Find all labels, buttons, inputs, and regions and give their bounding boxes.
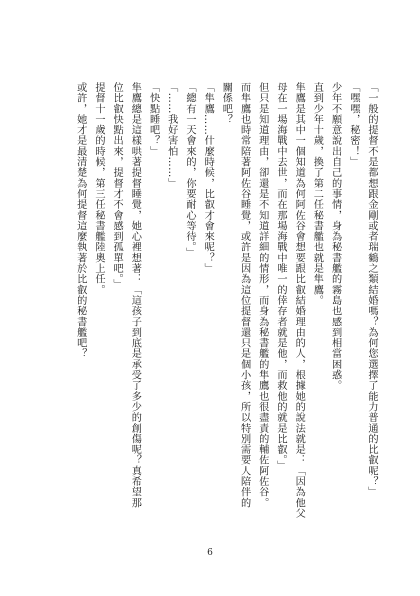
text-line: 關係吧？: [220, 82, 232, 125]
text-line: 「快點睡吧？」: [147, 82, 159, 157]
text-line: 「隼鷹……什麼時候，比叡才會來呢？」: [202, 82, 214, 274]
text-line: 「……我好害怕……」: [165, 82, 177, 189]
text-line: 隼鷹是其中一個知道為何阿佐谷會想要跟比叡結婚理由的人，根據她的說法就是：「因為他父: [293, 82, 305, 519]
text-line: 少年不願意說出自己的事情，身為秘書艦的霧島也感到相當困惑。: [329, 82, 341, 391]
text-line: 而隼鷹也時常陪著阿佐谷睡覺，或許是因為這位提督還只是個小孩，所以特別需要人陪伴的: [238, 82, 250, 508]
text-line: 母在一場海戰中去世，而在那場海戰中唯一的倖存者就是他，而救他的就是比叡。」: [274, 82, 286, 471]
text-line: 位比叡快點出來，提督才不會感到孤單吧。」: [111, 82, 123, 290]
text-line: 「總有一天會來的，你要耐心等待。」: [183, 82, 195, 258]
body-text-column: [71, 82, 380, 534]
page-number: 6: [207, 548, 213, 558]
text-line: 「一般的提督不是都想跟金剛或者瑞鶴之類結婚嗎？為何您選擇了能力普通的比叡呢？」: [366, 82, 377, 498]
text-line: 「嘿嘿，秘密！」: [347, 82, 359, 168]
text-line: 但只是知道理由，卻還是不知道詳細的情形，而身為秘書艦的隼鷹也很盡責的輔佐阿佐谷。: [256, 82, 268, 508]
text-line: 直到少年十歲，換了第二任秘書艦也就是隼鷹。: [311, 82, 323, 306]
text-line: 或許，她才是最清楚為何提督這麼執著於比叡的秘書艦吧？: [74, 82, 86, 359]
text-line: 隼鷹總是這樣哄著提督睡覺，她心裡想著：「這孩子到底是承受了多少的創傷呢？真希望那: [129, 82, 141, 508]
text-line: 提督十一歲的時候，第三任秘書艦陸奧上任。: [92, 82, 104, 295]
